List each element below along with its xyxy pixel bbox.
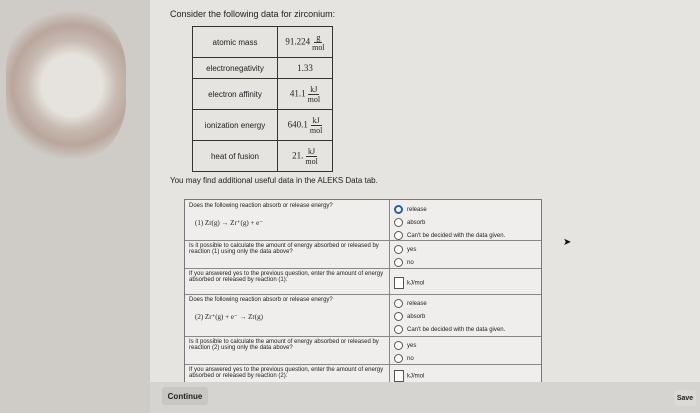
option-cant-decide[interactable]: Can't be decided with the data given.: [394, 323, 537, 336]
reaction-2: (2) Zr⁺(g) + e⁻ → Zr(g): [195, 313, 263, 321]
row-label: ionization energy: [193, 110, 278, 141]
answer-input-cell: [390, 364, 541, 383]
unit-label: kJ/mol: [407, 373, 425, 380]
row-value: 41.1 $\frac{kJ}{\text{mol}}$: [278, 79, 333, 110]
question-title: Consider the following data for zirconium:: [170, 9, 336, 19]
question-prompt: Is it possible to calculate the amount of energy absorbed or released by reaction (2) using only the data above?: [185, 336, 390, 364]
aleks-page: [150, 0, 700, 413]
question-box: [184, 199, 542, 383]
option-absorb[interactable]: absorb: [394, 310, 537, 323]
radio-button[interactable]: [394, 325, 403, 334]
table-row: [193, 141, 333, 172]
zirconium-data-table: [192, 26, 333, 172]
table-row: [193, 110, 333, 141]
row-value: 1.33: [278, 58, 333, 79]
radio-button[interactable]: [394, 258, 403, 267]
unit-label: kJ/mol: [407, 280, 425, 287]
data-tab-note: You may find additional useful data in the ALEKS Data tab.: [170, 176, 378, 185]
save-button[interactable]: Save: [674, 390, 696, 406]
table-row: [193, 58, 333, 79]
question-row: [185, 200, 541, 241]
energy-input[interactable]: [394, 277, 404, 289]
answer-options: [390, 294, 541, 336]
radio-button[interactable]: [394, 312, 403, 321]
table-row: [193, 79, 333, 110]
question-prompt: If you answered yes to the previous question, enter the amount of energy absorbed or released by reaction (2):: [185, 364, 390, 383]
table-row: [193, 27, 333, 58]
question-prompt: Is it possible to calculate the amount of energy absorbed or released by reaction (1) using only the data above?: [185, 240, 390, 268]
continue-button[interactable]: Continue: [162, 387, 208, 405]
option-release[interactable]: release: [394, 203, 537, 216]
question-prompt: If you answered yes to the previous question, enter the amount of energy absorbed or released by reaction (1):: [185, 268, 390, 294]
row-label: atomic mass: [193, 27, 278, 58]
answer-input-cell: [390, 268, 541, 294]
reaction-1: (1) Zr(g) → Zr⁺(g) + e⁻: [195, 219, 263, 227]
answer-options: [390, 240, 541, 268]
radio-button[interactable]: [394, 231, 403, 240]
option-release[interactable]: release: [394, 297, 537, 310]
prompt-text: Does the following reaction absorb or release energy?: [189, 297, 333, 303]
row-value: 21. $\frac{kJ}{\text{mol}}$: [278, 141, 333, 172]
question-prompt: [185, 294, 390, 336]
question-row: [185, 294, 541, 337]
radio-button[interactable]: [394, 354, 403, 363]
option-yes[interactable]: yes: [394, 339, 537, 352]
radio-button[interactable]: [394, 341, 403, 350]
option-no[interactable]: no: [394, 352, 537, 365]
radio-button[interactable]: [394, 205, 403, 214]
mouse-cursor-icon: ➤: [563, 237, 572, 248]
question-row: [185, 268, 541, 295]
row-value: 640.1 $\frac{kJ}{\text{mol}}$: [278, 110, 333, 141]
question-row: [185, 336, 541, 365]
bottom-bar: [150, 382, 700, 413]
answer-options: [390, 200, 541, 240]
row-label: electron affinity: [193, 79, 278, 110]
question-row: [185, 364, 541, 383]
radio-button[interactable]: [394, 245, 403, 254]
option-no[interactable]: no: [394, 256, 537, 269]
background-left: [0, 0, 150, 413]
option-yes[interactable]: yes: [394, 243, 537, 256]
answer-options: [390, 336, 541, 364]
radio-button[interactable]: [394, 299, 403, 308]
option-cant-decide[interactable]: Can't be decided with the data given.: [394, 229, 537, 242]
prompt-text: Does the following reaction absorb or release energy?: [189, 203, 333, 209]
question-row: [185, 240, 541, 269]
radio-button[interactable]: [394, 218, 403, 227]
energy-input[interactable]: [394, 370, 404, 382]
row-label: heat of fusion: [193, 141, 278, 172]
row-value: 91.224 $\frac{g}{\text{mol}}$: [278, 27, 333, 58]
row-label: electronegativity: [193, 58, 278, 79]
question-prompt: [185, 200, 390, 240]
option-absorb[interactable]: absorb: [394, 216, 537, 229]
background-object: [6, 10, 126, 160]
